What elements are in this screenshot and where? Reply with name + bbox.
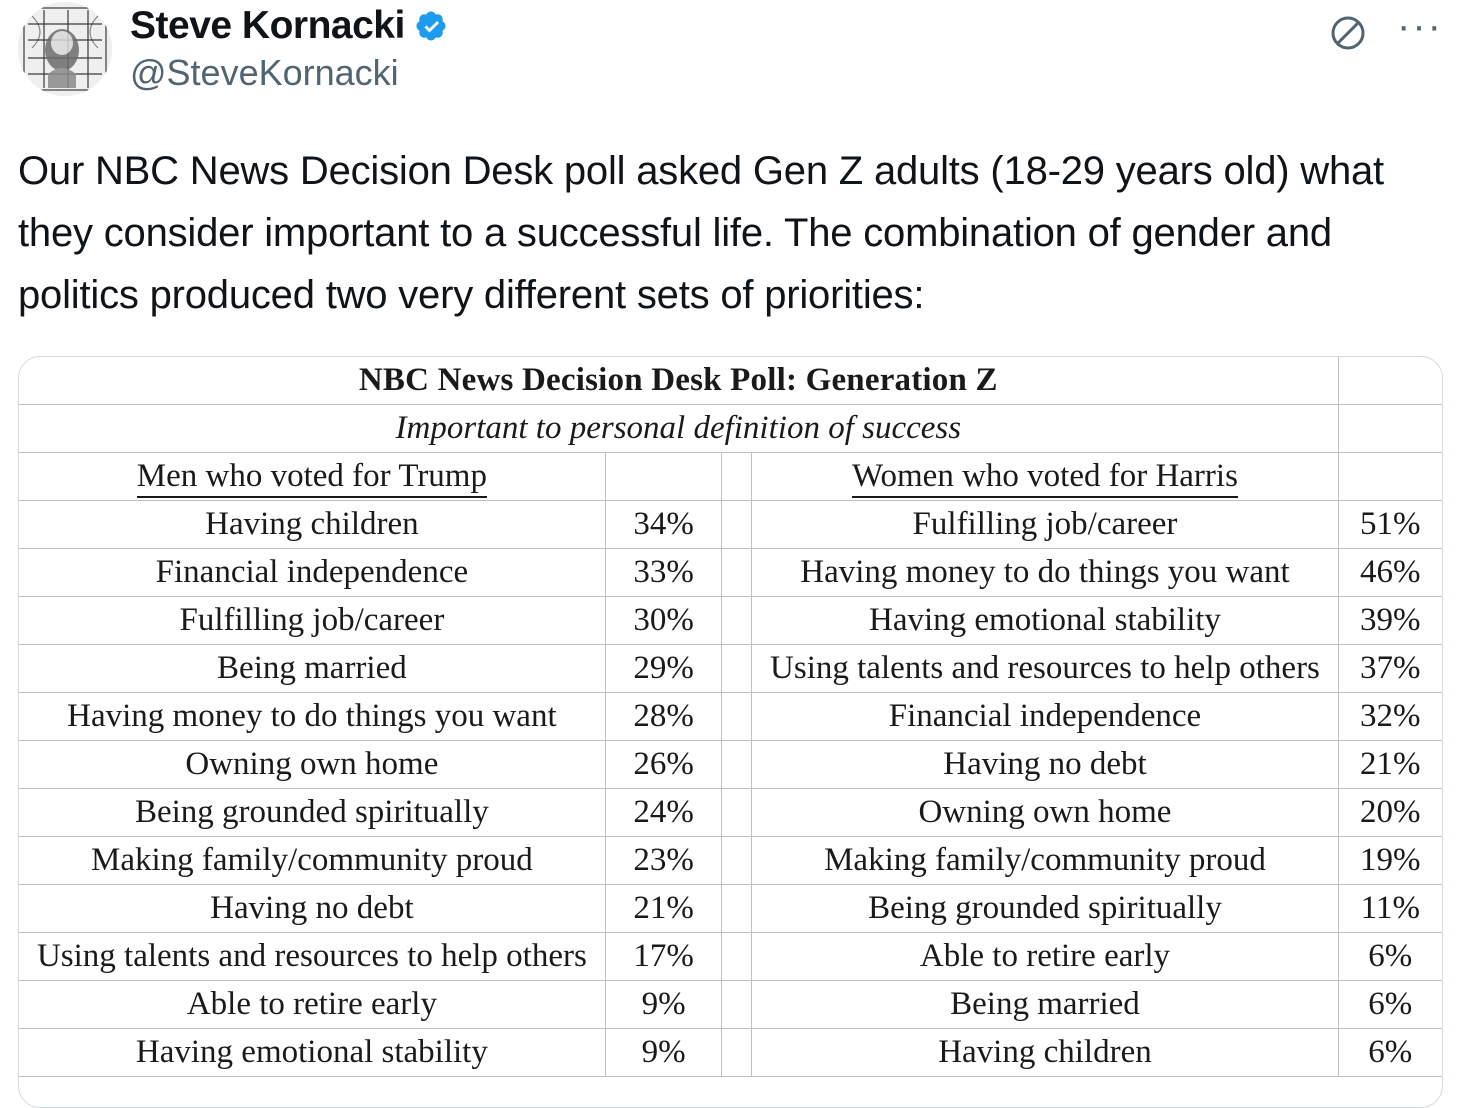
gap-cell [722,789,752,837]
left-pct: 24% [605,789,722,837]
tweet-header [18,0,1443,112]
left-pct: 33% [605,549,722,597]
right-pct: 39% [1338,597,1442,645]
more-options-icon[interactable] [1397,4,1443,56]
right-pct: 6% [1338,933,1442,981]
poll-right-header-label: Women who voted for Harris [852,458,1238,498]
left-label: Fulfilling job/career [19,597,605,645]
author-info [130,2,1325,96]
left-pct: 9% [605,981,722,1029]
right-label: Owning own home [752,789,1338,837]
left-label: Having no debt [19,885,605,933]
table-row [19,741,1442,789]
table-row [19,549,1442,597]
left-label: Financial independence [19,549,605,597]
gap-cell [722,741,752,789]
left-pct: 17% [605,933,722,981]
left-label: Making family/community proud [19,837,605,885]
right-label: Fulfilling job/career [752,501,1338,549]
left-pct: 30% [605,597,722,645]
left-pct: 34% [605,501,722,549]
handle[interactable]: @SteveKornacki [130,52,399,93]
poll-image-card[interactable] [18,356,1443,1108]
left-label: Able to retire early [19,981,605,1029]
table-row [19,501,1442,549]
header-actions [1325,2,1443,56]
left-pct: 29% [605,645,722,693]
gap-cell [722,501,752,549]
gap-cell [722,597,752,645]
gap-cell [722,885,752,933]
left-label: Having children [19,501,605,549]
table-row [19,1029,1442,1077]
poll-left-header-pct-spacer [605,453,722,501]
right-pct: 46% [1338,549,1442,597]
right-pct: 20% [1338,789,1442,837]
poll-subtitle-row [19,405,1442,453]
right-pct: 37% [1338,645,1442,693]
left-label: Having emotional stability [19,1029,605,1077]
right-label: Having emotional stability [752,597,1338,645]
tweet-text: Our NBC News Decision Desk poll asked Gen Z adults (18-29 years old) what they consider important to a successful life. The combination of gender and politics produced two very different sets of priorities: [18,149,1384,317]
right-pct: 6% [1338,981,1442,1029]
poll-table [19,357,1442,1077]
table-row [19,789,1442,837]
poll-subtitle: Important to personal definition of success [19,405,1338,453]
left-pct: 23% [605,837,722,885]
left-pct: 21% [605,885,722,933]
table-row [19,645,1442,693]
gap-cell [722,1029,752,1077]
gap-cell [722,549,752,597]
left-label: Being grounded spiritually [19,789,605,837]
right-pct: 6% [1338,1029,1442,1077]
table-row [19,597,1442,645]
left-label: Using talents and resources to help others [19,933,605,981]
gap-cell [722,933,752,981]
poll-group-header-row [19,453,1442,501]
right-pct: 32% [1338,693,1442,741]
poll-title: NBC News Decision Desk Poll: Generation Z [19,357,1338,405]
table-row [19,837,1442,885]
poll-right-header [752,453,1338,501]
right-label: Able to retire early [752,933,1338,981]
grok-actions-icon[interactable] [1325,10,1371,56]
right-label: Being grounded spiritually [752,885,1338,933]
poll-left-header [19,453,605,501]
left-label: Having money to do things you want [19,693,605,741]
right-pct: 11% [1338,885,1442,933]
gap-cell [722,645,752,693]
left-pct: 9% [605,1029,722,1077]
poll-subtitle-spacer [1338,405,1442,453]
verified-badge-icon [414,9,448,43]
right-pct: 51% [1338,501,1442,549]
right-label: Having children [752,1029,1338,1077]
gap-cell [722,693,752,741]
avatar[interactable] [18,2,112,96]
poll-title-spacer [1338,357,1442,405]
left-label: Being married [19,645,605,693]
right-label: Financial independence [752,693,1338,741]
poll-left-header-label: Men who voted for Trump [137,458,487,498]
left-pct: 28% [605,693,722,741]
gap-cell [722,981,752,1029]
right-label: Having no debt [752,741,1338,789]
poll-right-header-pct-spacer [1338,453,1442,501]
right-pct: 19% [1338,837,1442,885]
table-row [19,885,1442,933]
display-name-row [130,4,1325,48]
more-options-label: ··· [1397,4,1443,48]
right-label: Making family/community proud [752,837,1338,885]
right-label: Having money to do things you want [752,549,1338,597]
right-pct: 21% [1338,741,1442,789]
right-label: Being married [752,981,1338,1029]
table-row [19,981,1442,1029]
table-row [19,933,1442,981]
table-row [19,693,1442,741]
poll-gap-cell [722,453,752,501]
gap-cell [722,837,752,885]
left-label: Owning own home [19,741,605,789]
poll-title-row [19,357,1442,405]
left-pct: 26% [605,741,722,789]
display-name[interactable]: Steve Kornacki [130,4,405,47]
right-label: Using talents and resources to help others [752,645,1338,693]
